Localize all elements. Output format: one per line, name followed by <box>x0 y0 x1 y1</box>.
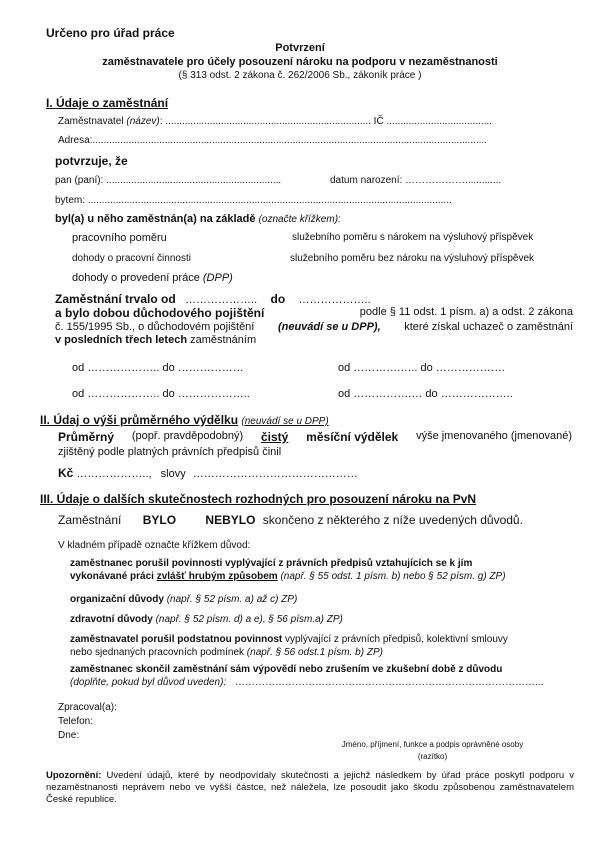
reason-employer-violation[interactable] <box>70 634 508 658</box>
czk-field[interactable]: ……………….., <box>76 468 152 480</box>
words-label: slovy <box>160 468 186 480</box>
average-named: výše jmenovaného (jmenované) <box>416 430 572 442</box>
option-work-activity-agreement[interactable]: dohody o pracovní činnosti <box>72 253 191 264</box>
warning-text: Uvedení údajů, které by neodpovídaly skutečnosti a jejichž následkem by úřad práce poskytl podporu v nezaměstnanosti neprávem nebo ve vyšší částce, než náležela, lze posoudit jako škodu způsobenou zaměstnavatelem České republice. <box>46 770 575 805</box>
employer-label: Zaměstnavatel <box>58 116 124 127</box>
reason-employer-violation-text-2: nebo sjednaných pracovních podmínek <box>70 647 245 658</box>
person-field[interactable]: pan (paní): ............................................................... <box>55 175 282 186</box>
employment-basis-label: byl(a) u něho zaměstnán(a) na základě <box>55 213 256 225</box>
reason-organizational[interactable] <box>70 594 297 605</box>
date-field[interactable]: Dne: <box>58 730 80 741</box>
monthly-earnings-label: měsíční výdělek <box>306 430 399 444</box>
address-label: Adresa: <box>58 135 93 146</box>
reason-gross-violation-text-2: vykonávané práci <box>70 571 154 582</box>
signature-label: Jméno, příjmení, funkce a podpis oprávněné osoby <box>341 740 524 749</box>
employment-basis-hint: (označte křížkem): <box>258 214 341 225</box>
reason-gross-violation-hint: (např. § 55 odst. 1 písm. b) nebo § 52 písm. g) ZP) <box>280 571 506 582</box>
average-label: Průměrný <box>58 430 115 444</box>
words-field[interactable]: ……………………………………… <box>192 468 358 480</box>
option-was[interactable]: BYLO <box>142 513 177 527</box>
reason-health-label: zdravotní důvody <box>70 614 153 625</box>
reason-health[interactable] <box>70 614 343 625</box>
duration-row <box>55 292 371 306</box>
office-note: Určeno pro úřad práce <box>46 26 175 40</box>
pension-period-text: zaměstnáním <box>190 334 257 346</box>
reason-gross-violation-emphasis: zvlášť hrubým způsobem <box>156 571 278 582</box>
address-row <box>58 135 487 146</box>
employer-hint: (název) <box>126 116 160 127</box>
option-was-not[interactable]: NEBYLO <box>205 513 256 527</box>
warning-note <box>46 770 574 806</box>
document-title: Potvrzení <box>275 42 325 54</box>
employer-field[interactable]: : .......................................................................... IČ ...................................... <box>159 116 493 127</box>
employment-basis-row <box>55 213 341 225</box>
reason-gross-violation[interactable] <box>70 558 506 582</box>
reason-employer-violation-label: zaměstnavatel porušil podstatnou povinnost <box>70 634 283 645</box>
option-work-performance-agreement[interactable] <box>72 272 233 284</box>
warning-label: Upozornění: <box>46 770 102 781</box>
birth-date-field[interactable]: datum narození: ………………............. <box>330 175 502 186</box>
document-subtitle: zaměstnavatele pro účely posouzení nároku na podporu v nezaměstnanosti <box>102 56 498 68</box>
duration-from-label: Zaměstnání trvalo od <box>55 292 176 306</box>
reason-organizational-label: organizační důvody <box>70 594 164 605</box>
net-word: čistý <box>260 430 289 444</box>
employment-label: Zaměstnání <box>58 513 122 527</box>
signature-block <box>300 740 565 761</box>
pension-law-ref-2: č. 155/1995 Sb., o důchodovém pojištění <box>55 321 255 333</box>
section-1-heading: I. Údaje o zaměstnání <box>46 96 169 110</box>
option-dpp-hint: (DPP) <box>202 272 233 284</box>
reason-self-termination-label: zaměstnanec skončil zaměstnání sám výpovědí nebo zrušením ve zkušební době z důvodu <box>70 664 503 675</box>
period-1-field[interactable]: od ……………….. do ……………… <box>72 362 244 374</box>
pension-text: které získal uchazeč o zaměstnání <box>404 321 573 333</box>
pension-paragraph <box>55 306 573 346</box>
average-probable: (popř. pravděpodobný) <box>131 430 244 442</box>
pension-hint: (neuvádí se u DPP), <box>277 321 381 333</box>
pension-label: a bylo dobou důchodového pojištění <box>55 306 265 320</box>
employment-ended-row <box>58 513 523 527</box>
pension-period-label: v posledních třech letech <box>55 334 188 346</box>
reason-self-termination-field[interactable]: ………………………………………………………………………………... <box>235 677 544 688</box>
legal-reference: (§ 313 odst. 2 zákona č. 262/2006 Sb., zákoník práce ) <box>178 70 422 81</box>
ended-text: skončeno z některého z níže uvedených důvodů. <box>262 513 523 527</box>
stamp-label: (razítko) <box>417 752 448 761</box>
section-3-heading: III. Údaje o dalších skutečnostech rozhodných pro posouzení nároku na PvN <box>40 492 477 506</box>
processed-by-field[interactable]: Zpracoval(a): <box>58 702 117 713</box>
option-employment-relationship[interactable]: pracovního poměru <box>72 232 167 244</box>
residence-field[interactable]: bytem: ................................................................................................................................... <box>55 195 452 206</box>
reason-gross-violation-text: zaměstnanec porušil povinnosti vyplývající z právních předpisů vztahujících se k jím <box>70 558 473 569</box>
phone-field[interactable]: Telefon: <box>58 716 94 727</box>
employer-row <box>58 116 492 127</box>
reason-employer-violation-text: vyplývající z právních předpisů, kolektivní smlouvy <box>285 634 508 645</box>
amount-row <box>58 466 358 480</box>
pension-law-ref: podle § 11 odst. 1 písm. a) a odst. 2 zákona <box>359 306 573 318</box>
duration-to-field[interactable]: ……………….. <box>298 294 371 306</box>
confirms-label: potvrzuje, že <box>55 154 128 168</box>
reason-self-termination-hint: (doplňte, pokud byl důvod uveden): <box>70 677 227 688</box>
reason-employer-violation-hint: (např. § 56 odst.1 písm. b) ZP) <box>246 647 383 658</box>
section-2-heading-row <box>40 413 329 427</box>
period-3-field[interactable]: od ……………….. do ……………….. <box>72 388 250 400</box>
option-service-without-allowance[interactable]: služebního poměru bez nároku na výsluhový příspěvek <box>290 253 535 264</box>
duration-from-field[interactable]: ……………….. <box>185 294 258 306</box>
option-service-with-allowance[interactable]: služebního poměru s nárokem na výsluhový příspěvek <box>292 232 534 243</box>
option-dpp-label: dohody o provedení práce <box>72 272 200 284</box>
address-field[interactable]: .............................................................................................................................................. <box>92 135 487 146</box>
average-line-2: zjištěný podle platných právních předpisů činil <box>58 446 282 458</box>
reason-organizational-hint: (např. § 52 písm. a) až c) ZP) <box>166 594 298 605</box>
section-2-hint: (neuvádí se u DPP) <box>241 416 329 427</box>
period-2-field[interactable]: od ………….….. do ………………. <box>338 362 505 374</box>
section-2-heading: II. Údaj o výši průměrného výdělku <box>40 413 239 427</box>
czk-label: Kč <box>58 466 74 480</box>
average-earnings-paragraph <box>58 430 572 458</box>
period-4-field[interactable]: od …………….… do ……………….. <box>338 388 513 400</box>
reason-health-hint: (např. § 52 písm. d) a e), § 56 písm.a) ZP) <box>155 614 343 625</box>
duration-to-label: do <box>270 292 286 306</box>
reason-instruction: V kladném případě označte křížkem důvod: <box>58 540 251 551</box>
reason-self-termination[interactable] <box>70 664 543 688</box>
